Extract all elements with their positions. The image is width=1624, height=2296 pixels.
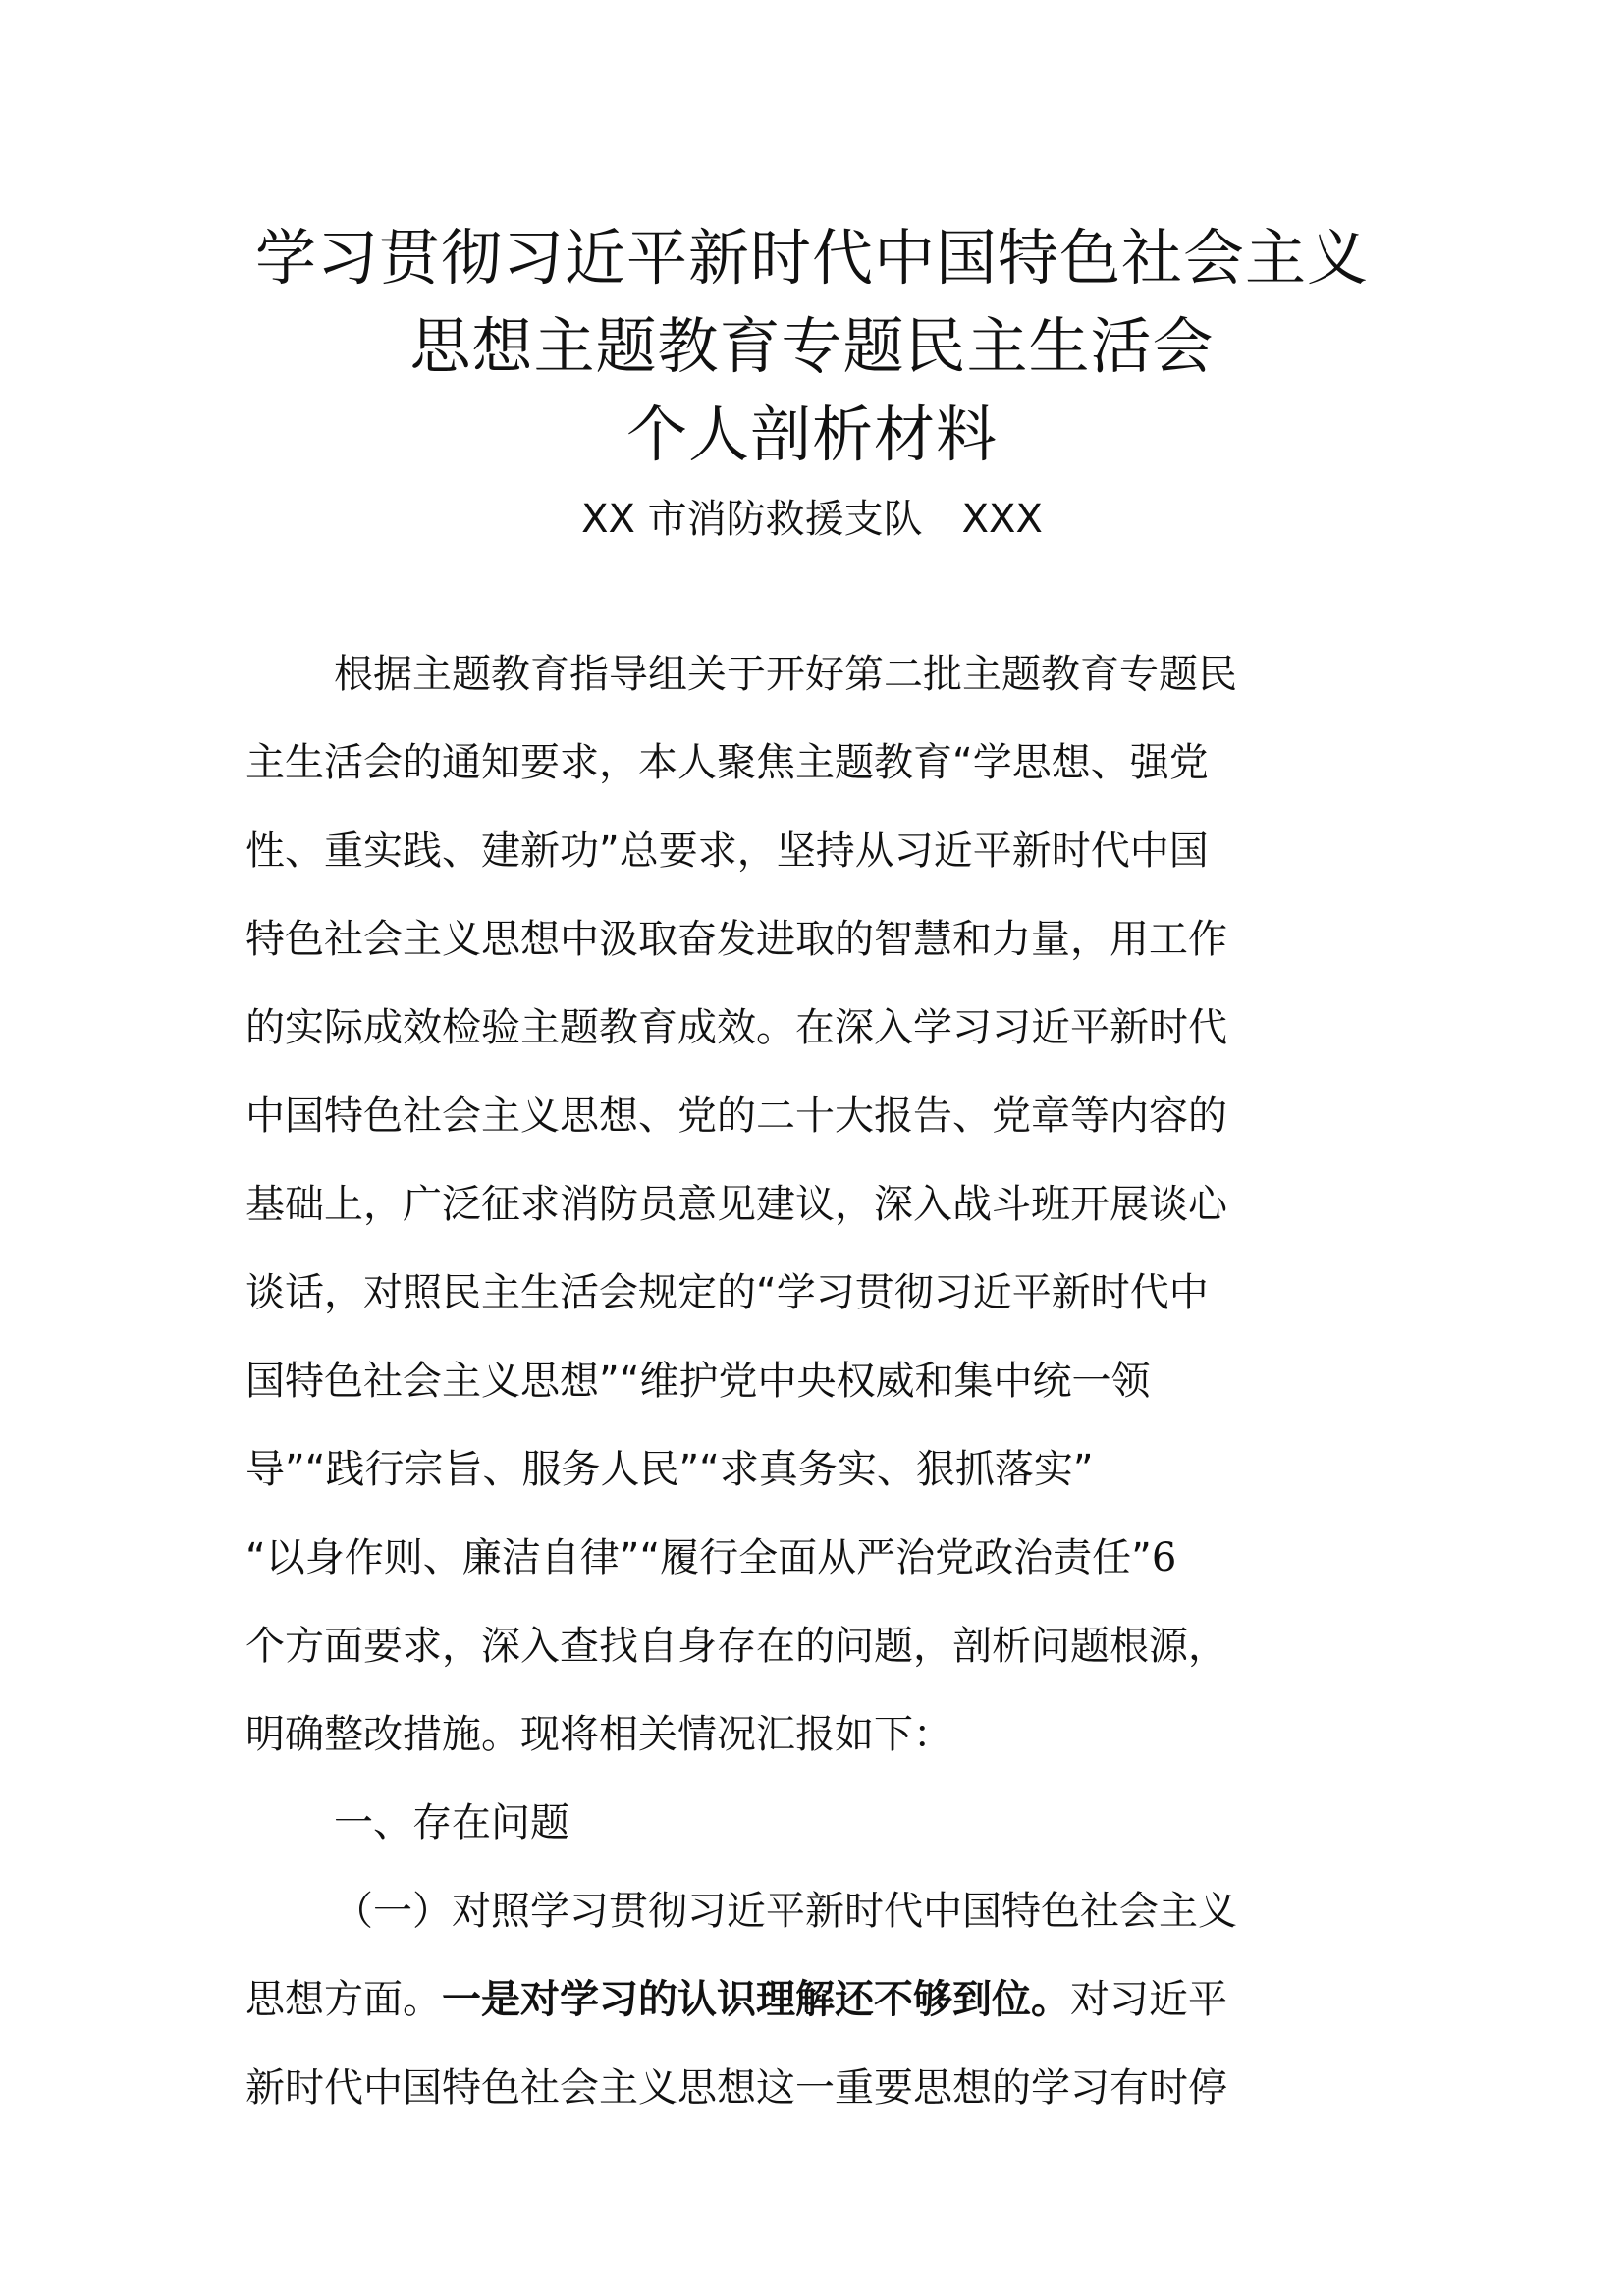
paragraph-line: 根据主题教育指导组关于开好第二批主题教育专题民: [334, 652, 1237, 697]
mixed-line-prefix: 思想方面。: [245, 1977, 442, 2022]
mixed-emphasis-line: [245, 1955, 1355, 2044]
paragraph-line: 明确整改措施。现将相关情况汇报如下：: [245, 1712, 952, 1757]
subsection-heading-line: （一）对照学习贯彻习近平新时代中国特色社会主义: [334, 1889, 1237, 1934]
bold-point-one: 一是对学习的认识理解还不够到位。: [442, 1977, 1070, 2022]
document-title-line-1: 学习贯彻习近平新时代中国特色社会主义: [254, 222, 1369, 294]
document-title-line-2: 思想主题教育专题民主生活会: [409, 310, 1215, 382]
document-title-line-3: 个人剖析材料: [625, 399, 998, 470]
paragraph-line: 主生活会的通知要求，本人聚焦主题教育“学思想、强党: [245, 740, 1209, 785]
paragraph-line: 个方面要求，深入查找自身存在的问题，剖析问题根源，: [245, 1624, 1227, 1669]
paragraph-line: 导”“践行宗旨、服务人民”“求真务实、狠抓落实”: [245, 1447, 1094, 1492]
paragraph-line: 中国特色社会主义思想、党的二十大报告、党章等内容的: [245, 1094, 1227, 1139]
paragraph-line: 谈话，对照民主生活会规定的“学习贯彻习近平新时代中: [245, 1270, 1209, 1315]
title-block: [0, 214, 1624, 554]
paragraph-line: 国特色社会主义思想”“维护党中央权威和集中统一领: [245, 1359, 1151, 1404]
paragraph-line: 新时代中国特色社会主义思想这一重要思想的学习有时停: [245, 2065, 1227, 2110]
requirement-count: 6: [1151, 1535, 1177, 1580]
paragraph-line-with-number: [245, 1514, 1355, 1602]
paragraph-line: 特色社会主义思想中汲取奋发进取的智慧和力量，用工作: [245, 917, 1227, 962]
body-text: [245, 630, 1355, 2132]
paragraph-line: 基础上，广泛征求消防员意见建议，深入战斗班开展谈心: [245, 1182, 1227, 1227]
section-heading: 一、存在问题: [334, 1800, 569, 1845]
paragraph-line: 的实际成效检验主题教育成效。在深入学习习近平新时代: [245, 1005, 1227, 1050]
paragraph-line-text: “以身作则、廉洁自律”“履行全面从严治党政治责任”: [245, 1535, 1152, 1580]
mixed-line-suffix: 对习近平: [1070, 1977, 1227, 2022]
paragraph-line: 性、重实践、建新功”总要求，坚持从习近平新时代中国: [245, 828, 1209, 874]
author-line: XX 市消防救援支队 XXX: [581, 497, 1043, 542]
